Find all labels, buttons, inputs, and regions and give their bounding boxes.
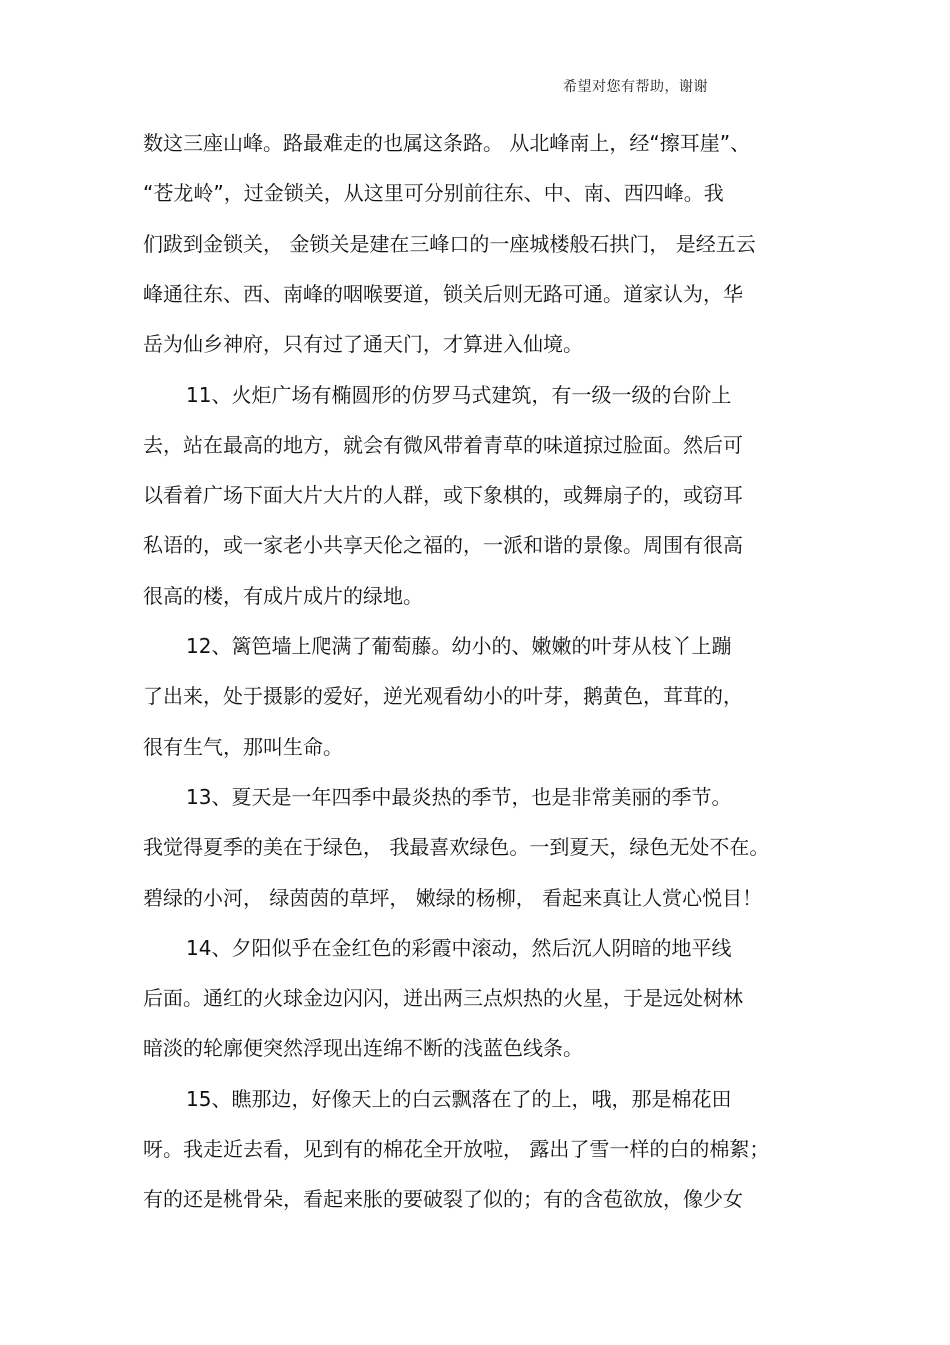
text-line: 很有生气，那叫生命。 [143,735,343,759]
text-line: 15、瞧那边，好像天上的白云飘落在了的上，哦，那是棉花田 [186,1087,732,1111]
text-line: 呀。我走近去看，见到有的棉花全开放啦， 露出了雪一样的白的棉絮； [143,1137,770,1161]
text-line: 14、夕阳似乎在金红色的彩霞中滚动，然后沉人阴暗的地平线 [186,936,732,960]
text-line: 们跋到金锁关， 金锁关是建在三峰口的一座城楼般石拱门， 是经五云 [143,232,756,256]
text-line: 很高的楼，有成片成片的绿地。 [143,584,423,608]
text-line: 12、篱笆墙上爬满了葡萄藤。幼小的、嫩嫩的叶芽从枝丫上蹦 [186,634,732,658]
text-line: 岳为仙乡神府，只有过了通天门，才算进入仙境。 [143,332,583,356]
text-line: 私语的，或一家老小共享天伦之福的，一派和谐的景像。周围有很高 [143,533,743,557]
text-line: 峰通往东、西、南峰的咽喉要道，锁关后则无路可通。道家认为，华 [143,282,743,306]
text-line: 我觉得夏季的美在于绿色， 我最喜欢绿色。一到夏天，绿色无处不在。 [143,835,770,859]
text-line: 13、夏天是一年四季中最炎热的季节，也是非常美丽的季节。 [186,785,732,809]
text-line: 以看着广场下面大片大片的人群，或下象棋的，或舞扇子的，或窃耳 [143,483,743,507]
header-note: 希望对您有帮助，谢谢 [563,79,708,95]
text-line: 数这三座山峰。路最难走的也属这条路。 从北峰南上，经“擦耳崖”、 [143,131,751,155]
text-line: 有的还是桃骨朵，看起来胀的要破裂了似的；有的含苞欲放，像少女 [143,1187,743,1211]
text-line: 后面。通红的火球金边闪闪，迸出两三点炽热的火星，于是远处树林 [143,986,743,1010]
text-line: “苍龙岭”，过金锁关，从这里可分别前往东、中、南、西四峰。我 [143,181,724,205]
text-line: 去，站在最高的地方，就会有微风带着青草的味道掠过脸面。然后可 [143,433,743,457]
text-line: 了出来，处于摄影的爱好，逆光观看幼小的叶芽，鹅黄色，茸茸的， [143,684,743,708]
text-line: 碧绿的小河， 绿茵茵的草坪， 嫩绿的杨柳， 看起来真让人赏心悦目！ [143,886,763,910]
text-line: 暗淡的轮廓便突然浮现出连绵不断的浅蓝色线条。 [143,1036,583,1060]
text-line: 11、火炬广场有椭圆形的仿罗马式建筑，有一级一级的台阶上 [186,383,732,407]
